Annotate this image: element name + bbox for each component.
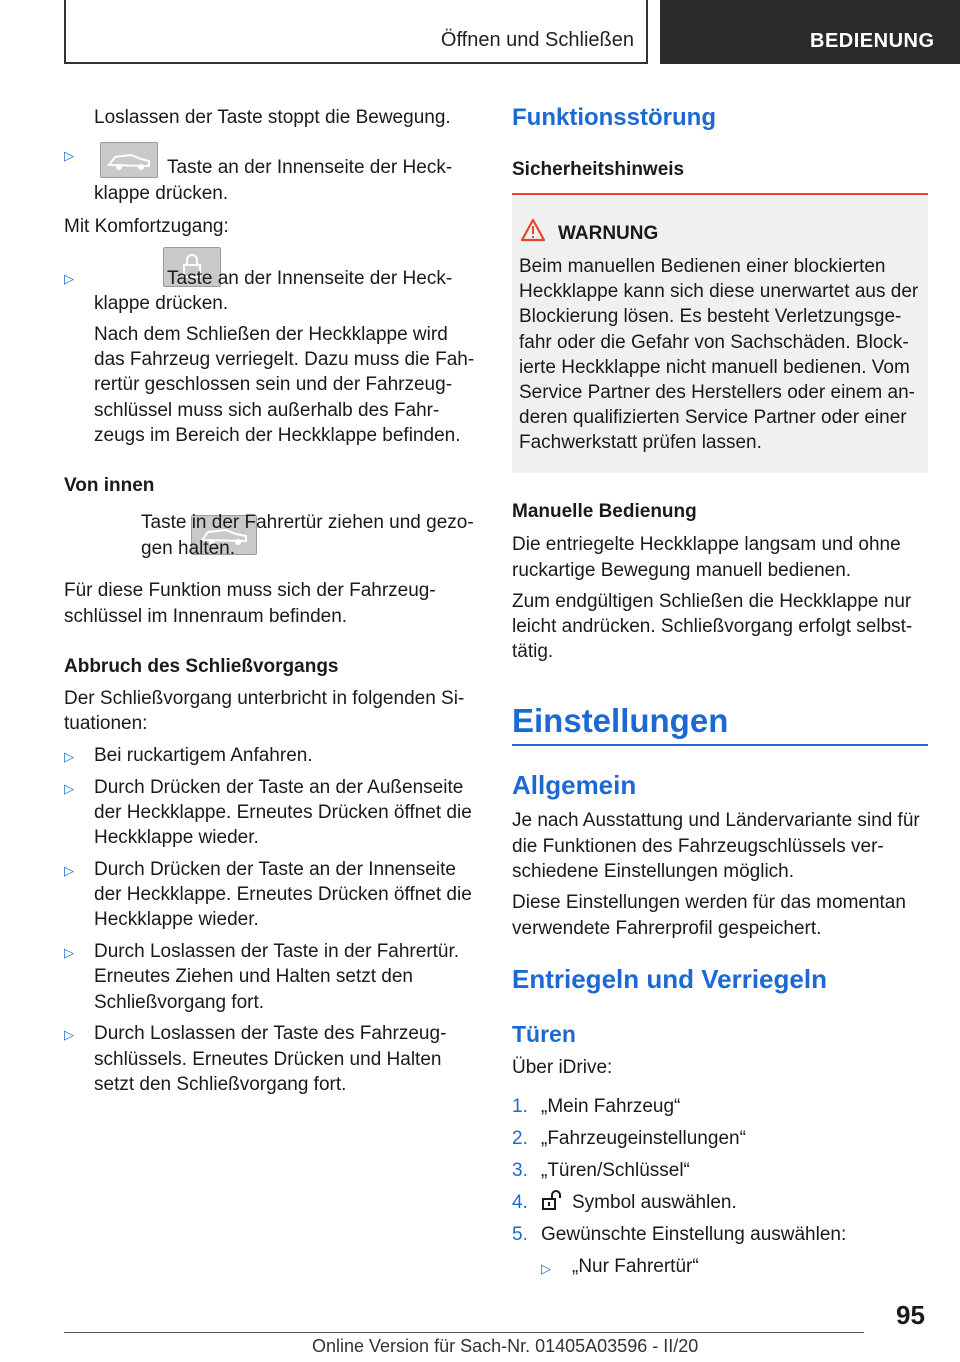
- paragraph-line: Für diese Funktion muss sich der Fahrzeug-: [64, 580, 436, 601]
- footer-rule: [64, 1332, 864, 1333]
- step-number: 5.: [512, 1224, 528, 1245]
- paragraph-line: schlüssel muss sich außerhalb des Fahr-: [94, 400, 440, 421]
- unlock-icon: [541, 1190, 565, 1219]
- chapter-tab: [64, 0, 648, 64]
- online-version-note: Online Version für Sach-Nr. 01405A03596 - II/20: [312, 1336, 699, 1356]
- tailgate-button-icon: [100, 142, 158, 178]
- substep-text: „Nur Fahrertür“: [572, 1256, 699, 1277]
- step-text: Gewünschte Einstellung auswählen:: [541, 1224, 847, 1245]
- bullet-icon: ▷: [64, 271, 74, 286]
- warning-line: fahr oder die Gefahr von Sachschäden. Block-: [519, 332, 909, 353]
- step-text: „Mein Fahrzeug“: [541, 1096, 681, 1117]
- paragraph-line: Zum endgültigen Schließen die Heckklappe nur: [512, 591, 912, 612]
- paragraph-line: tuationen:: [64, 713, 148, 734]
- section-tab: [660, 0, 960, 64]
- heading-entriegeln: Entriegeln und Verriegeln: [512, 964, 827, 994]
- paragraph-line: Taste in der Fahrertür ziehen und gezo-: [141, 512, 474, 533]
- list-item: der Heckklappe. Erneutes Drücken öffnet die: [94, 884, 472, 905]
- list-item: Heckklappe wieder.: [94, 827, 259, 848]
- paragraph-line: Nach dem Schließen der Heckklappe wird: [94, 324, 448, 345]
- bullet-icon: ▷: [64, 945, 74, 960]
- step-number: 4.: [512, 1192, 528, 1213]
- bullet-icon: ▷: [64, 148, 74, 163]
- warning-line: Fachwerkstatt prüfen lassen.: [519, 432, 762, 453]
- step-text: „Türen/Schlüssel“: [541, 1160, 690, 1181]
- section-title: BEDIENUNG: [810, 30, 935, 52]
- paragraph-line: schiedene Einstellungen möglich.: [512, 861, 795, 882]
- bullet-icon: ▷: [64, 749, 74, 764]
- list-item: Heckklappe wieder.: [94, 909, 259, 930]
- bullet-text: Taste an der Innenseite der Heck-: [167, 268, 453, 289]
- paragraph-line: gen halten.: [141, 538, 236, 559]
- paragraph-line: Der Schließvorgang unterbricht in folgenden Si-: [64, 688, 465, 709]
- paragraph-line: schlüssel im Innenraum befinden.: [64, 606, 348, 627]
- page-number: 95: [896, 1300, 925, 1330]
- bullet-icon: ▷: [64, 781, 74, 796]
- bullet-icon: ▷: [64, 863, 74, 878]
- heading-einstellungen: Einstellungen: [512, 702, 729, 739]
- list-item: der Heckklappe. Erneutes Drücken öffnet die: [94, 802, 472, 823]
- paragraph-line: das Fahrzeug verriegelt. Dazu muss die Fah-: [94, 349, 475, 370]
- warning-line: Heckklappe kann sich diese unerwartet aus der: [519, 281, 919, 302]
- paragraph-line: Je nach Ausstattung und Ländervariante sind für: [512, 810, 920, 831]
- bullet-text: klappe drücken.: [94, 183, 229, 204]
- paragraph-line: tätig.: [512, 641, 554, 662]
- list-item: Durch Loslassen der Taste in der Fahrertür.: [94, 941, 460, 962]
- bullet-icon: ▷: [64, 1027, 74, 1042]
- warning-line: Blockierung lösen. Es besteht Verletzungsge-: [519, 306, 902, 327]
- subheading: Von innen: [64, 475, 155, 496]
- bullet-text: Taste an der Innenseite der Heck-: [167, 157, 453, 178]
- list-item: Durch Drücken der Taste an der Außenseite: [94, 777, 464, 798]
- paragraph-line: leicht andrücken. Schließvorgang erfolgt selbst-: [512, 616, 913, 637]
- heading-tueren: Türen: [512, 1021, 576, 1047]
- list-item: Bei ruckartigem Anfahren.: [94, 745, 313, 766]
- step-number: 3.: [512, 1160, 528, 1181]
- paragraph-line: rertür geschlossen sein und der Fahrzeug-: [94, 374, 453, 395]
- paragraph-line: ruckartige Bewegung manuell bedienen.: [512, 560, 852, 581]
- warning-line: Service Partner des Herstellers oder einem an-: [519, 382, 916, 403]
- warning-title: WARNUNG: [558, 223, 659, 244]
- bullet-text: klappe drücken.: [94, 293, 229, 314]
- warning-line: deren qualifizierten Service Partner oder einer: [519, 407, 907, 428]
- list-item: schlüssels. Erneutes Drücken und Halten: [94, 1049, 442, 1070]
- warning-line: Beim manuellen Bedienen einer blockierten: [519, 256, 886, 277]
- step-number: 2.: [512, 1128, 528, 1149]
- subheading: Sicherheitshinweis: [512, 159, 685, 180]
- list-item: Erneutes Ziehen und Halten setzt den: [94, 966, 413, 987]
- heading-rule: [512, 744, 928, 746]
- paragraph: Loslassen der Taste stoppt die Bewegung.: [94, 107, 451, 128]
- paragraph-line: zeugs im Bereich der Heckklappe befinden.: [94, 425, 461, 446]
- paragraph-line: verwendete Fahrerprofil gespeichert.: [512, 918, 822, 939]
- list-item: Durch Drücken der Taste an der Innenseite: [94, 859, 456, 880]
- paragraph-line: Diese Einstellungen werden für das momentan: [512, 892, 906, 913]
- list-item: Schließvorgang fort.: [94, 992, 265, 1013]
- chapter-title: Öffnen und Schließen: [440, 29, 634, 51]
- paragraph: Mit Komfortzugang:: [64, 216, 229, 237]
- step-text: „Fahrzeugeinstellungen“: [541, 1128, 746, 1149]
- list-item: Durch Loslassen der Taste des Fahrzeug-: [94, 1023, 447, 1044]
- warning-line: ierte Heckklappe nicht manuell bedienen. Vom: [519, 357, 910, 378]
- step-text: Symbol auswählen.: [572, 1192, 737, 1213]
- heading-allgemein: Allgemein: [512, 770, 637, 800]
- step-number: 1.: [512, 1096, 528, 1117]
- bullet-icon: ▷: [541, 1261, 551, 1276]
- paragraph-line: Über iDrive:: [512, 1057, 613, 1078]
- warning-triangle-icon: [520, 218, 546, 249]
- paragraph-line: die Funktionen des Fahrzeugschlüssels ver-: [512, 836, 884, 857]
- paragraph-line: Die entriegelte Heckklappe langsam und ohne: [512, 534, 901, 555]
- subheading: Abbruch des Schließvorgangs: [64, 656, 339, 677]
- subheading: Manuelle Bedienung: [512, 501, 697, 522]
- heading-funktionsstoerung: Funktionsstörung: [512, 104, 716, 131]
- list-item: setzt den Schließvorgang fort.: [94, 1074, 347, 1095]
